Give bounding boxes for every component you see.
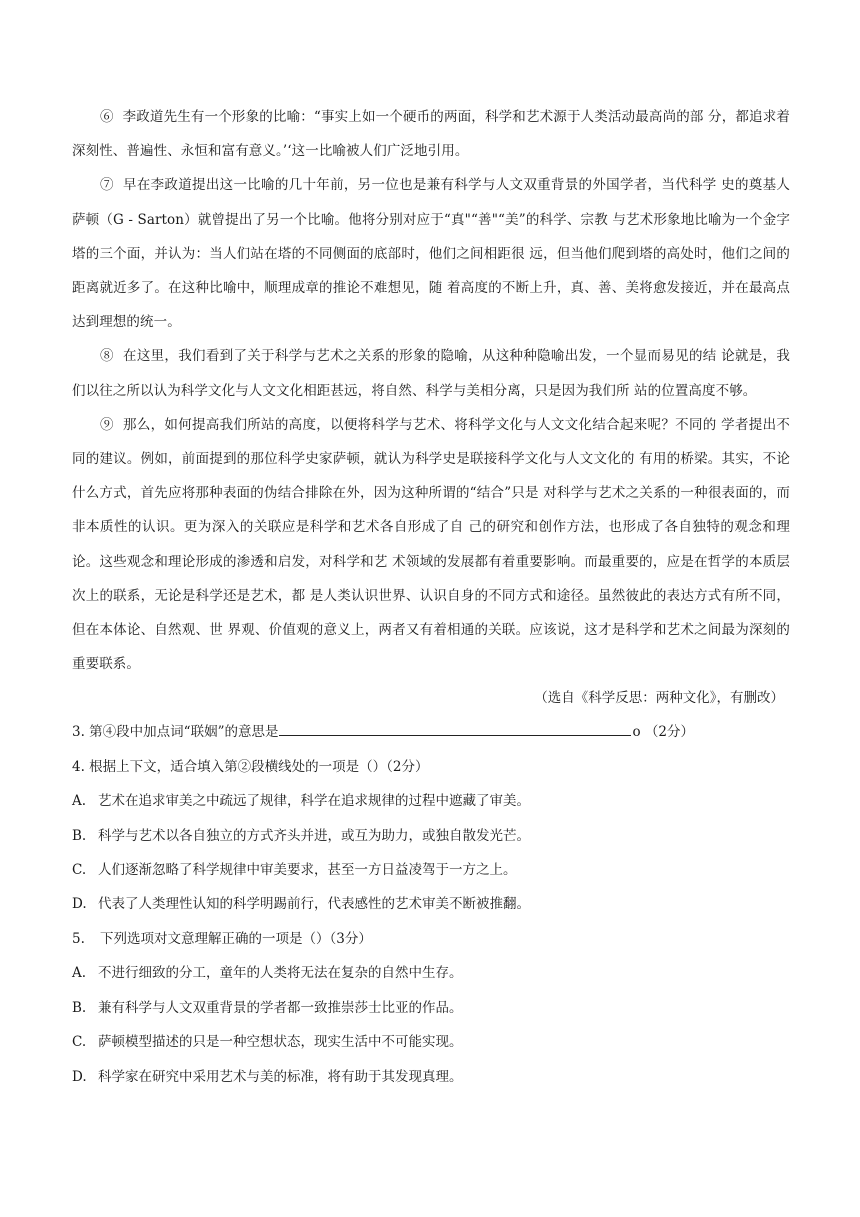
paragraph-8 [72, 339, 790, 407]
option-text: 不进行细致的分工，童年的人类将无法在复杂的自然中生存。 [98, 965, 463, 982]
option-text: 兼有科学与人文双重背景的学者都一致推崇莎士比亚的作品。 [98, 999, 463, 1016]
question-4-option-c [72, 853, 790, 887]
paragraph-number: ⑥ [100, 109, 114, 125]
answer-blank[interactable] [279, 721, 631, 736]
question-5-option-a [72, 956, 790, 990]
paragraph-number: ⑨ [100, 416, 114, 433]
option-letter: D. [72, 896, 87, 913]
question-5-stem [72, 922, 790, 956]
paragraph-text: 那么，如何提高我们所站的高度，以便将科学与艺术、将科学文化与人文文化结合起来呢？不同的 学者提出不同的建议。例如，前面提到的那位科学史家萨顿，就认为科学史是联接科学文化与人文文化的 有用的桥梁。其实，不论什么方式，首先应将那种表面的伪结合排除在外，因为这种所谓的“结合”只是 对科学与艺术之关系的一种很表面的，而非本质性的认识。更为深入的关联应是科学和艺术各自形成了自 己的研究和创作方法，也形成了各自独特的观念和理论。这些观念和理论形成的渗透和启发，对科学和艺 术领域的发展都有着重要影响。而最重要的，应是在哲学的本质层次上的联系，无论是科学还是艺术，都 是人类认识世界、认识自身的不同方式和途径。虽然彼此的表达方式有所不同，但在本体论、自然观、世 界观、价值观的意义上，两者又有着相通的关联。应该说，这才是科学和艺术之间最为深刻的重要联系。 [72, 416, 790, 673]
option-letter: A. [72, 965, 87, 982]
paragraph-9 [72, 408, 790, 682]
option-text: 萨顿模型描述的只是一种空想状态，现实生活中不可能实现。 [98, 1034, 463, 1051]
option-letter: B. [72, 999, 87, 1016]
option-text: 科学家在研究中采用艺术与美的标准，将有助于其发现真理。 [98, 1068, 463, 1085]
option-text: 科学与艺术以各自独立的方式齐头并进，或互为助力，或独自散发光芒。 [98, 827, 530, 844]
option-text: 艺术在追求审美之中疏远了规律，科学在追求规律的过程中遮藏了审美。 [98, 793, 530, 810]
question-3-prefix: 3. 第④段中加点词“联姻”的意思是 [72, 724, 279, 741]
question-4-option-b [72, 819, 790, 853]
option-letter: D. [72, 1068, 87, 1085]
option-text: 人们逐渐忽略了科学规律中审美要求，甚至一方日益凌驾于一方之上。 [98, 862, 517, 879]
question-4-stem: 4. 根据上下文，适合填入第②段横线处的一项是（）（2分） [72, 758, 429, 775]
question-3-suffix: o （2分） [632, 724, 694, 741]
option-letter: C. [72, 1034, 87, 1051]
paragraph-7 [72, 168, 790, 339]
source-citation: （选自《科学反思：两种文化》，有删改） [534, 690, 784, 707]
question-4-option-a [72, 784, 790, 818]
question-3 [72, 715, 790, 749]
question-5-text: 下列选项对文意理解正确的一项是（）（3分） [100, 930, 372, 947]
option-letter: B. [72, 827, 87, 844]
option-text: 代表了人类理性认知的科学明踢前行，代表感性的艺术审美不断被推翻。 [98, 896, 530, 913]
document-page [72, 100, 790, 1094]
question-5-option-d [72, 1060, 790, 1094]
paragraph-text: 在这里，我们看到了关于科学与艺术之关系的形象的隐喻，从这种种隐喻出发，一个显而易见的结 论就是，我们以往之所以认为科学文化与人文文化相距甚远，将自然、科学与美相分离，只是因为我们所 站的位置高度不够。 [72, 348, 790, 399]
question-4-option-d [72, 887, 790, 921]
paragraph-text: 李政道先生有一个形象的比喻：“事实上如一个硬币的两面，科学和艺术源于人类活动最高尚的部 分，都追求着深刻性、普遍性、永恒和富有意义。’‘这一比喻被人们广泛地引用。 [72, 109, 790, 160]
question-5-option-c [72, 1025, 790, 1059]
question-5-number: 5. [72, 930, 85, 947]
paragraph-6 [72, 100, 790, 168]
question-5-option-b [72, 991, 790, 1025]
option-letter: C. [72, 862, 87, 879]
option-letter: A. [72, 793, 87, 810]
paragraph-text: 早在李政道提出这一比喻的几十年前，另一位也是兼有科学与人文双重背景的外国学者，当代科学 史的奠基人萨顿（G - Sarton）就曾提出了另一个比喻。他将分别对应于“真"“善"“美”的科学、宗教 与艺术形象地比喻为一个金字塔的三个面，并认为：当人们站在塔的不同侧面的底部时，他们之间相距很 远，但当他们爬到塔的高处时，他们之间的距离就近多了。在这种比喻中，顺理成章的推论不难想见，随 着高度的不断上升，真、善、美将愈发接近，并在最高点达到理想的统一。 [72, 177, 790, 331]
paragraph-number: ⑧ [100, 348, 114, 365]
paragraph-number: ⑦ [100, 177, 114, 194]
